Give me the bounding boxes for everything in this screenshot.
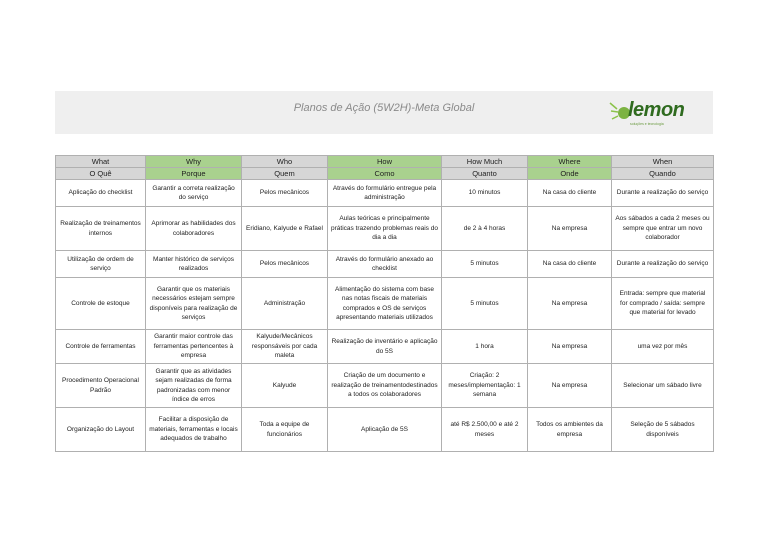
- cell-how: Criação de um documento e realização de treinamentodestinados a todos os colaboradores: [328, 364, 442, 408]
- table-row: [56, 408, 714, 452]
- lemon-logo-text: lemon: [628, 99, 685, 121]
- cell-why: Aprimorar as habilidades dos colaboradores: [146, 207, 242, 251]
- cell-what: Procedimento Operacional Padrão: [56, 364, 146, 408]
- cell-how-much: até R$ 2.500,00 e até 2 meses: [442, 408, 528, 452]
- cell-how: Através do formulário anexado ao checklist: [328, 251, 442, 278]
- cell-what: Controle de estoque: [56, 278, 146, 330]
- header-who: Who: [242, 156, 328, 168]
- table-row: [56, 364, 714, 408]
- page-title: Planos de Ação (5W2H)-Meta Global: [293, 102, 475, 114]
- cell-how: Alimentação do sistema com base nas notas fiscais de materiais comprados e OS de serviços apresentando materiais utilizados: [328, 278, 442, 330]
- table-row: [56, 207, 714, 251]
- cell-where: Na casa do cliente: [528, 180, 612, 207]
- cell-when: Aos sábados a cada 2 meses ou sempre que entrar um novo colaborador: [612, 207, 714, 251]
- header-how: How: [328, 156, 442, 168]
- header-quando: Quando: [612, 168, 714, 180]
- cell-why: Garantir que os materiais necessários estejam sempre disponíveis para realização de serviços: [146, 278, 242, 330]
- cell-how: Aulas teóricas e principalmente práticas trazendo problemas reais do dia a dia: [328, 207, 442, 251]
- cell-where: Na empresa: [528, 278, 612, 330]
- lemon-logo-icon: [608, 97, 630, 127]
- header-quanto: Quanto: [442, 168, 528, 180]
- cell-when: uma vez por mês: [612, 330, 714, 364]
- cell-who: Eridiano, Kalyude e Rafael: [242, 207, 328, 251]
- header-porque: Porque: [146, 168, 242, 180]
- lemon-logo: [608, 95, 708, 131]
- cell-what: Controle de ferramentas: [56, 330, 146, 364]
- header-quem: Quem: [242, 168, 328, 180]
- cell-who: Kalyude: [242, 364, 328, 408]
- header-why: Why: [146, 156, 242, 168]
- cell-where: Na empresa: [528, 364, 612, 408]
- table-row: [56, 330, 714, 364]
- table-row: [56, 180, 714, 207]
- cell-who: Pelos mecânicos: [242, 180, 328, 207]
- cell-how-much: 1 hora: [442, 330, 528, 364]
- cell-where: Todos os ambientes da empresa: [528, 408, 612, 452]
- cell-what: Aplicação do checklist: [56, 180, 146, 207]
- cell-how-much: 5 minutos: [442, 278, 528, 330]
- cell-when: Durante a realização do serviço: [612, 180, 714, 207]
- cell-why: Manter histórico de serviços realizados: [146, 251, 242, 278]
- cell-why: Facilitar a disposição de materiais, ferramentas e locais adequados de trabalho: [146, 408, 242, 452]
- cell-what: Utilização de ordem de serviço: [56, 251, 146, 278]
- header-row-portuguese: [56, 168, 714, 180]
- cell-when: Durante a realização do serviço: [612, 251, 714, 278]
- cell-where: Na casa do cliente: [528, 251, 612, 278]
- header-onde: Onde: [528, 168, 612, 180]
- table-row: [56, 278, 714, 330]
- cell-how: Aplicação de 5S: [328, 408, 442, 452]
- cell-when: Seleção de 5 sábados disponíveis: [612, 408, 714, 452]
- cell-why: Garantir que as atividades sejam realizadas de forma padronizadas com menor índice de erros: [146, 364, 242, 408]
- cell-when: Selecionar um sábado livre: [612, 364, 714, 408]
- cell-when: Entrada: sempre que material for comprado / saída: sempre que material for levado: [612, 278, 714, 330]
- header-how-much: How Much: [442, 156, 528, 168]
- header-como: Como: [328, 168, 442, 180]
- cell-who: Kalyude/Mecânicos responsáveis por cada maleta: [242, 330, 328, 364]
- cell-how-much: 5 minutos: [442, 251, 528, 278]
- cell-who: Administração: [242, 278, 328, 330]
- cell-where: Na empresa: [528, 330, 612, 364]
- action-plan-table: [55, 155, 714, 452]
- cell-how: Através do formulário entregue pela administração: [328, 180, 442, 207]
- table-row: [56, 251, 714, 278]
- cell-why: Garantir a correta realização do serviço: [146, 180, 242, 207]
- header-row-english: [56, 156, 714, 168]
- cell-how-much: de 2 à 4 horas: [442, 207, 528, 251]
- lemon-logo-subtext: soluções e tecnologia: [630, 122, 664, 126]
- header-where: Where: [528, 156, 612, 168]
- header-o-que: O Quê: [56, 168, 146, 180]
- header-what: What: [56, 156, 146, 168]
- cell-how-much: 10 minutos: [442, 180, 528, 207]
- cell-how-much: Criação: 2 meses/implementação: 1 semana: [442, 364, 528, 408]
- cell-where: Na empresa: [528, 207, 612, 251]
- header-when: When: [612, 156, 714, 168]
- cell-who: Toda a equipe de funcionários: [242, 408, 328, 452]
- cell-what: Organização do Layout: [56, 408, 146, 452]
- cell-who: Pelos mecânicos: [242, 251, 328, 278]
- cell-why: Garantir maior controle das ferramentas pertencentes à empresa: [146, 330, 242, 364]
- cell-what: Realização de treinamentos internos: [56, 207, 146, 251]
- cell-how: Realização de inventário e aplicação do 5S: [328, 330, 442, 364]
